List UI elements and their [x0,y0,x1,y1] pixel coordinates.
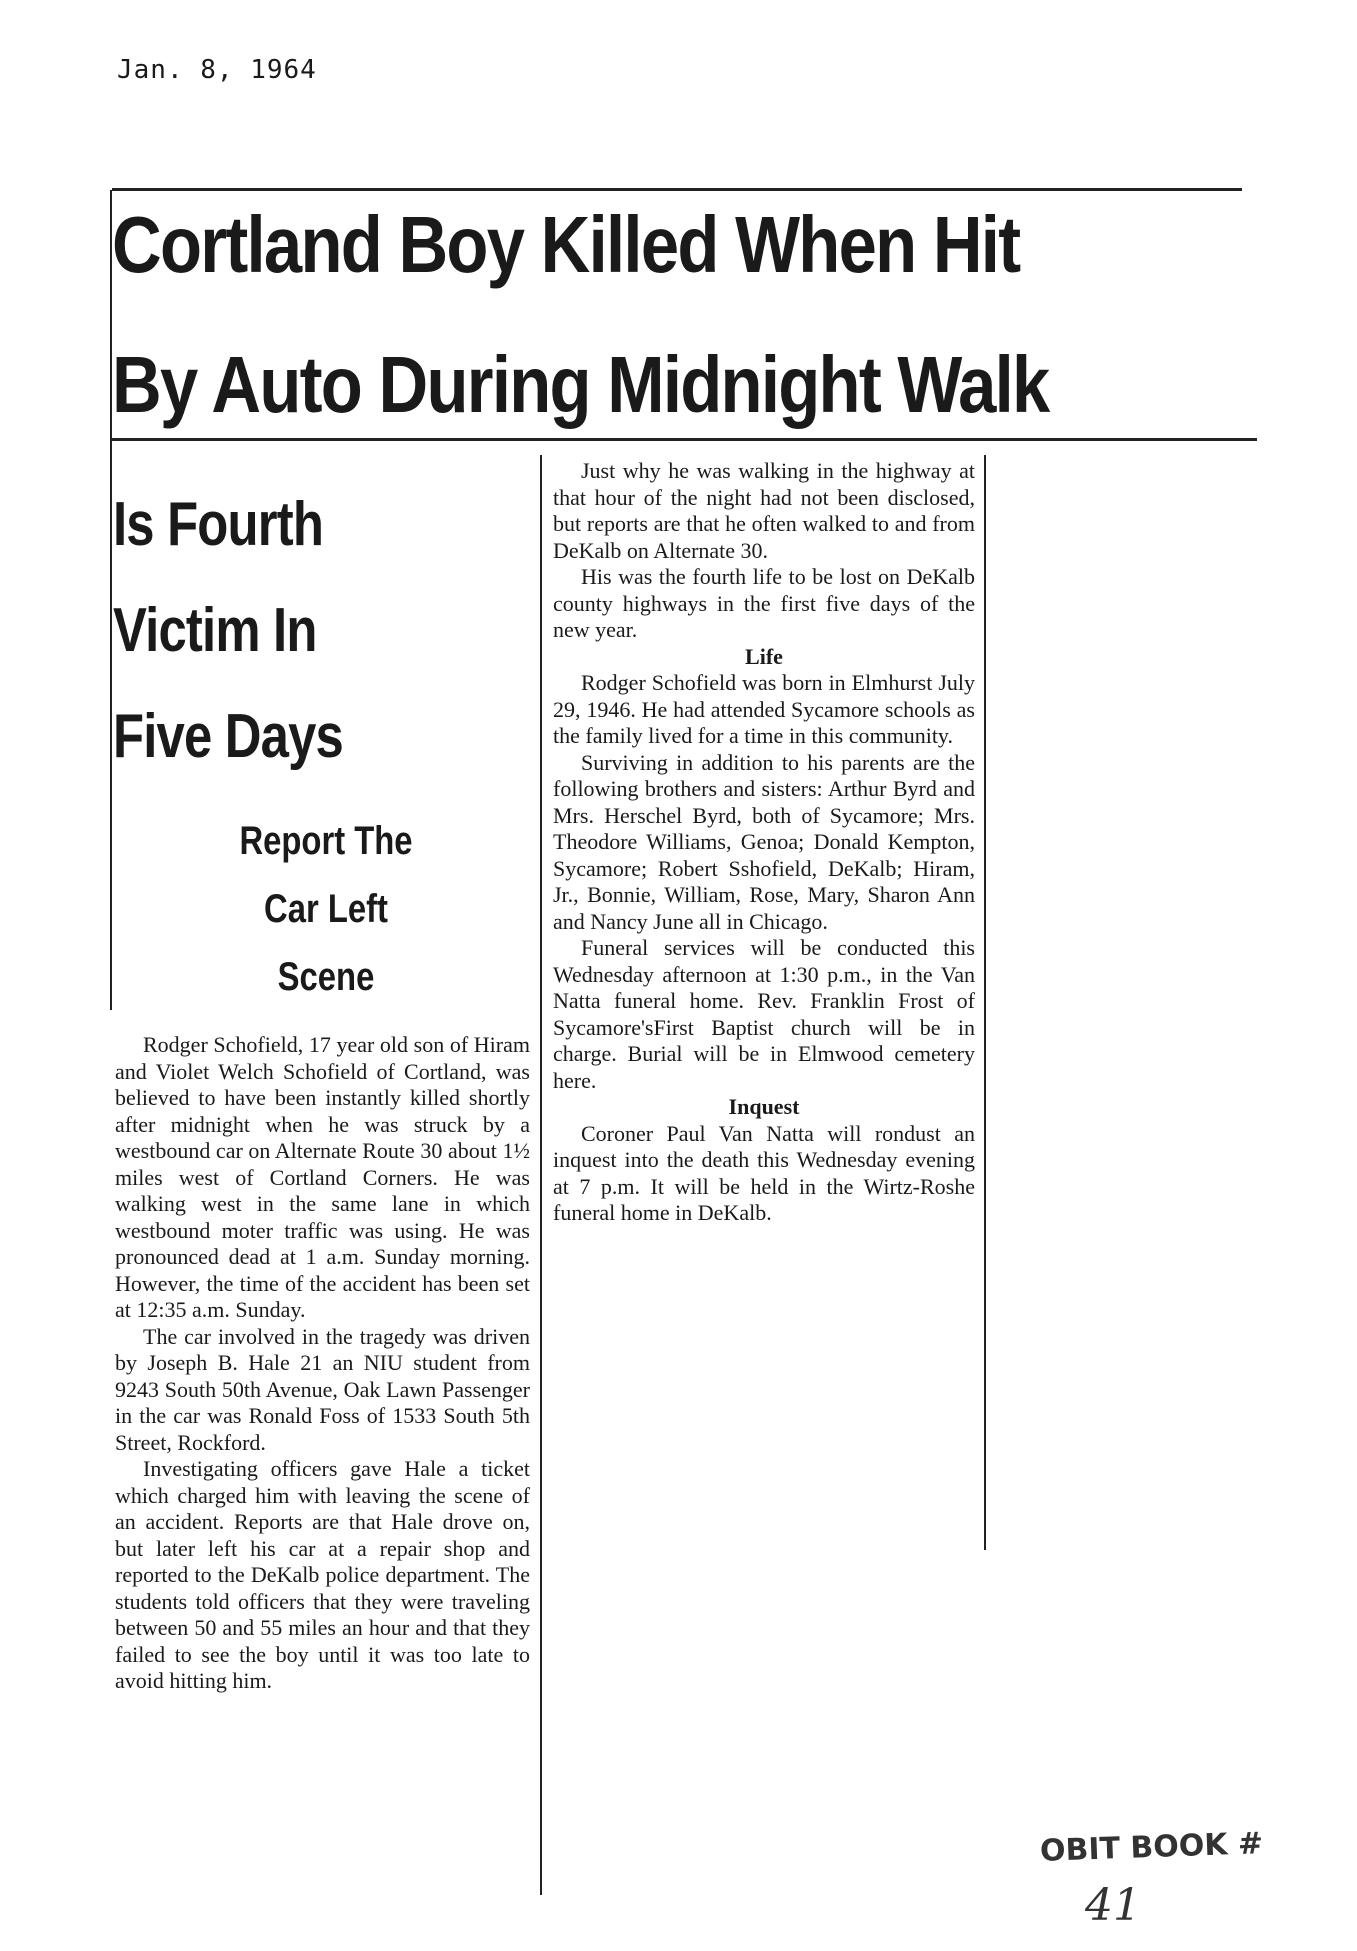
life-paragraph-2: Surviving in addition to his parents are the following brothers and sisters: Arthur Byrd and Mrs. Herschel Byrd, both of Sycamore; Mrs. Theodore Williams, Genoa; Donald Kempton, Sycamore; Robert Sshofield, DeKalb; Hiram, Jr., Bonnie, William, Rose, Mary, Sharon Ann and Nancy June all in Chicago. [553,749,975,934]
column-divider [540,455,542,1895]
obit-book-stamp: OBIT BOOK # [1039,1826,1264,1869]
left-border [110,190,112,1010]
right-column [553,458,975,1227]
left-paragraph-1: Rodger Schofield, 17 year old son of Hiram and Violet Welch Schofield of Cortland, was believed to have been instantly killed shortly after midnight when he was struck by a westbound car on Alternate Route 30 about 1½ miles west of Cortland Corners. He was walking west in the same lane in which westbound moter traffic was using. He was pronounced dead at 1 a.m. Sunday morning. However, the time of the accident has been set at 12:35 a.m. Sunday. [115,1032,530,1322]
subdeck-line-2: Car Left [264,887,388,931]
top-rule [112,188,1242,191]
inquest-paragraph-1: Coroner Paul Van Natta will rondust an inquest into the death this Wednesday evening at 7 p.m. It will be held in the Wirtz-Roshe funeral home in DeKalb. [553,1120,975,1225]
subdeck-line-1: Report The [239,819,413,863]
right-border [984,455,986,1550]
clipping-date: Jan. 8, 1964 [117,55,317,85]
deck-line-1: Is Fourth [113,490,324,559]
inquest-subheading: Inquest [728,1094,800,1119]
headline-bottom-rule [112,438,1257,441]
subdeck-line-3: Scene [277,955,375,999]
deck-line-3: Five Days [113,702,344,771]
left-column [115,1032,530,1695]
right-intro-1: Just why he was walking in the highway at that hour of the night had not been disclosed, but reports are that he often walked to and from DeKalb on Alternate 30. [553,458,975,563]
right-intro-2: His was the fourth life to be lost on DeKalb county highways in the first five days of the new year. [553,564,975,642]
life-paragraph-1: Rodger Schofield was born in Elmhurst July 29, 1946. He had attended Sycamore schools as the family lived for a time in this community. [553,670,975,748]
deck-line-2: Victim In [113,596,317,665]
left-paragraph-2: The car involved in the tragedy was driven by Joseph B. Hale 21 an NIU student from 9243 South 50th Avenue, Oak Lawn Passenger in the car was Ronald Foss of 1533 South 5th Street, Rockford. [115,1323,530,1455]
obit-book-number: 41 [1085,1880,1141,1931]
life-subheading: Life [745,643,783,669]
headline-line-1: Cortland Boy Killed When Hit [112,200,1020,289]
headline-line-2: By Auto During Midnight Walk [112,340,1049,429]
left-paragraph-3: Investigating officers gave Hale a ticket which charged him with leaving the scene of an accident. Reports are that Hale drove on, but later left his car at a repair shop and reported to the DeKalb police department. The students told officers that they were traveling between 50 and 55 miles an hour and that they failed to see the boy until it was too late to avoid hitting him. [115,1456,530,1693]
life-paragraph-3: Funeral services will be conducted this Wednesday afternoon at 1:30 p.m., in the Van Natta funeral home. Rev. Franklin Frost of Sycamore'sFirst Baptist church will be in charge. Burial will be in Elmwood cemetery here. [553,935,975,1093]
